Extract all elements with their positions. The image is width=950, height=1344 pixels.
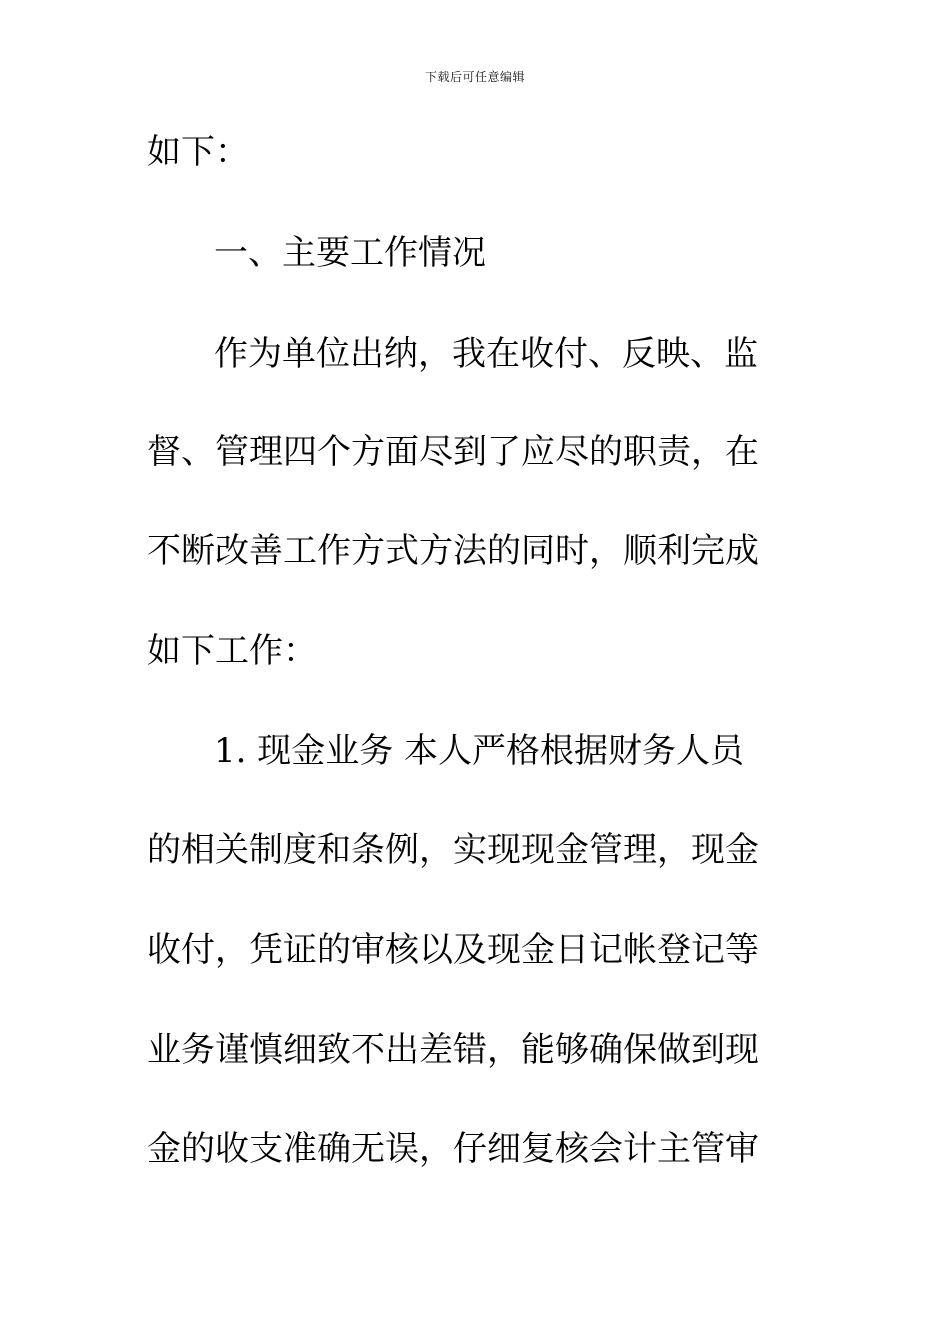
body-line-8: 的相关制度和条例，实现现金管理，现金 bbox=[147, 830, 759, 870]
body-line-4: 督、管理四个方面尽到了应尽的职责，在 bbox=[147, 432, 759, 472]
body-line-1: 如下： bbox=[147, 132, 249, 172]
body-line-11: 金的收支准确无误，仔细复核会计主管审 bbox=[147, 1129, 759, 1169]
body-line-9: 收付，凭证的审核以及现金日记帐登记等 bbox=[147, 930, 759, 970]
section-heading: 一、主要工作情况 bbox=[214, 233, 486, 273]
download-edit-note: 下载后可任意编辑 bbox=[424, 70, 525, 84]
body-line-6: 如下工作： bbox=[147, 631, 317, 671]
body-line-3: 作为单位出纳，我在收付、反映、监 bbox=[214, 334, 758, 374]
body-line-7: 1. 现金业务 本人严格根据财务人员 bbox=[214, 731, 745, 771]
body-line-10: 业务谨慎细致不出差错，能够确保做到现 bbox=[147, 1030, 759, 1070]
body-line-5: 不断改善工作方式方法的同时，顺利完成 bbox=[147, 531, 759, 571]
